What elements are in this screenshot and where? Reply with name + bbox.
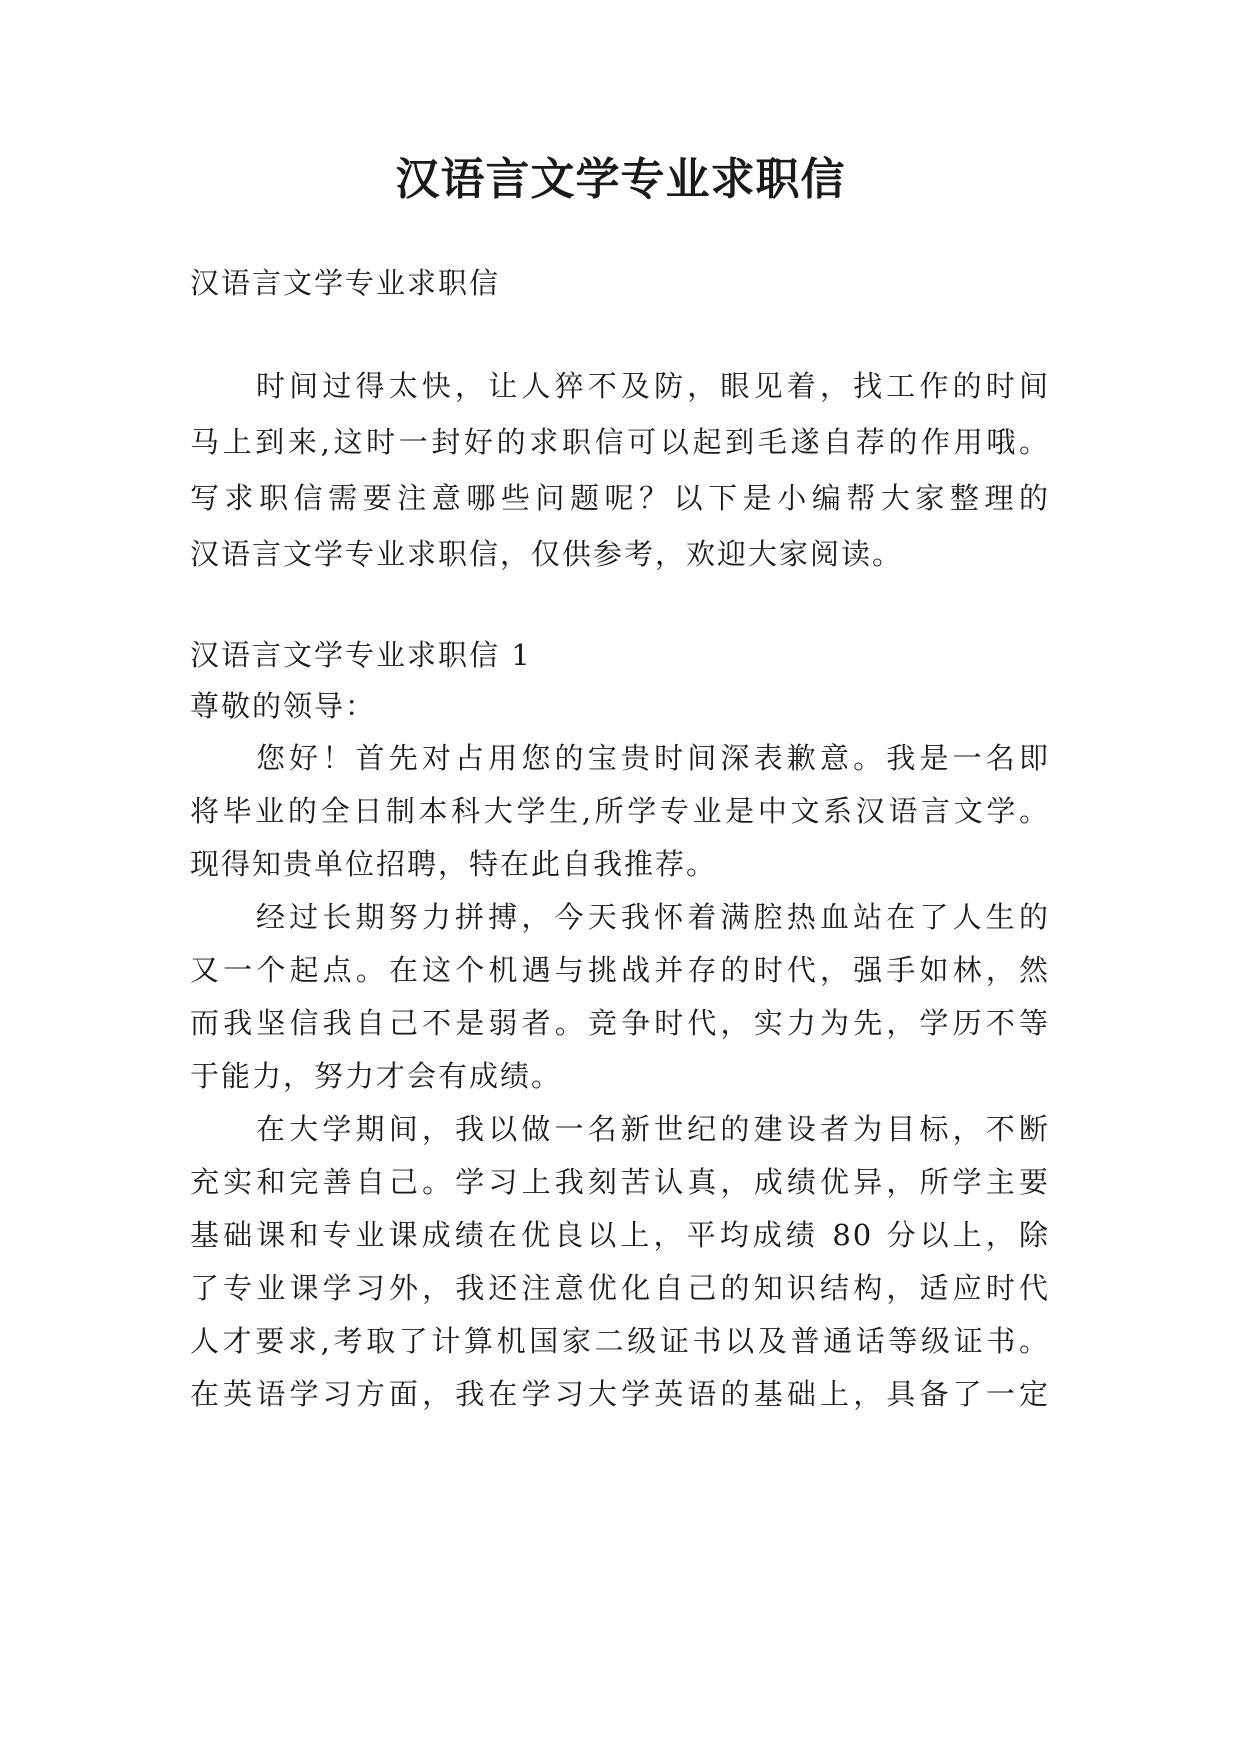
body-line: 经过长期努力拼搏，今天我怀着满腔热血站在了人生的 bbox=[256, 900, 1050, 934]
intro-line: 时间过得太快，让人猝不及防，眼见着，找工作的时间 bbox=[256, 369, 1050, 403]
document-subtitle: 汉语言文学专业求职信 bbox=[190, 266, 501, 300]
letter-heading: 汉语言文学专业求职信 1 bbox=[190, 638, 532, 672]
body-line: 基础课和专业课成绩在优良以上，平均成绩 80 分以上，除 bbox=[190, 1218, 1050, 1252]
body-line: 在大学期间，我以做一名新世纪的建设者为目标，不断 bbox=[256, 1112, 1050, 1146]
body-line: 将毕业的全日制本科大学生,所学专业是中文系汉语言文学。 bbox=[190, 794, 1050, 828]
body-line: 人才要求,考取了计算机国家二级证书以及普通话等级证书。 bbox=[190, 1324, 1050, 1358]
body-line: 了专业课学习外，我还注意优化自己的知识结构，适应时代 bbox=[190, 1271, 1050, 1305]
intro-line: 写求职信需要注意哪些问题呢？以下是小编帮大家整理的 bbox=[190, 481, 1050, 515]
body-line: 于能力，努力才会有成绩。 bbox=[190, 1059, 563, 1093]
body-line: 您好！首先对占用您的宝贵时间深表歉意。我是一名即 bbox=[256, 741, 1050, 775]
document-title: 汉语言文学专业求职信 bbox=[395, 154, 846, 205]
body-line: 在英语学习方面，我在学习大学英语的基础上，具备了一定 bbox=[190, 1377, 1050, 1411]
intro-line: 汉语言文学专业求职信，仅供参考，欢迎大家阅读。 bbox=[190, 537, 904, 571]
body-line: 又一个起点。在这个机遇与挑战并存的时代，强手如林，然 bbox=[190, 953, 1050, 987]
body-line: 而我坚信我自己不是弱者。竞争时代，实力为先，学历不等 bbox=[190, 1006, 1050, 1040]
body-line: 充实和完善自己。学习上我刻苦认真，成绩优异，所学主要 bbox=[190, 1165, 1050, 1199]
intro-line: 马上到来,这时一封好的求职信可以起到毛遂自荐的作用哦。 bbox=[190, 425, 1050, 459]
body-line: 现得知贵单位招聘，特在此自我推荐。 bbox=[190, 847, 718, 881]
salutation: 尊敬的领导： bbox=[190, 689, 377, 723]
